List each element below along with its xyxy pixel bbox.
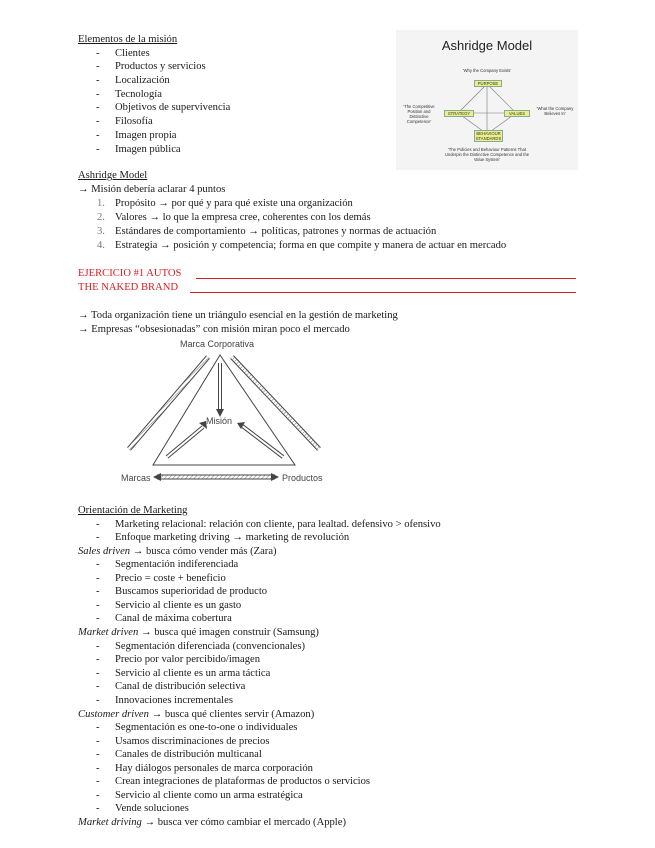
section-heading (78, 816, 346, 829)
exercise-title: EJERCICIO #1 AUTOS (78, 268, 182, 279)
point-text: Propósito → por qué y para qué existe una organización (115, 198, 353, 209)
point-number: 4. (97, 240, 105, 251)
section-item: Usamos discriminaciones de precios (115, 736, 270, 747)
purpose-box: PURPOSE (474, 80, 502, 87)
point-number: 3. (97, 226, 105, 237)
orientation-heading: Orientación de Marketing (78, 505, 188, 516)
section-item: Precio = coste + beneficio (115, 573, 226, 584)
section-item: Servicio al cliente es un arma táctica (115, 668, 271, 679)
figure-title: Ashridge Model (441, 38, 533, 53)
red-rule (190, 292, 576, 293)
ashridge-intro: → Misión debería aclarar 4 puntos (78, 184, 226, 195)
left-caption: 'The Competitive Position and Distinctive Competence' (403, 104, 435, 124)
section-item: Servicio al cliente es un gasto (115, 600, 242, 611)
bottom-caption: 'The Policies and Behaviour Patterns That Underpin the Distinctive Competence and the Value System' (444, 147, 530, 162)
ashridge-heading: Ashridge Model (78, 170, 148, 181)
section-heading (78, 626, 319, 639)
point-text: Estrategia → posición y competencia; forma en que compite y manera de actuar en mercado (115, 240, 507, 251)
section-rest: → busca qué imagen construir (Samsung) (138, 627, 319, 638)
triangle-top-label: Marca Corporativa (180, 339, 255, 349)
orientation-item: Enfoque marketing driving → marketing de revolución (115, 532, 350, 543)
section-title: Market driving (78, 817, 142, 828)
section-item: Vende soluciones (115, 803, 189, 814)
values-box: VALUES (504, 110, 530, 117)
section-item: Canal de distribución selectiva (115, 681, 246, 692)
point-number: 1. (97, 198, 105, 209)
section-item: Buscamos superioridad de producto (115, 586, 268, 597)
behaviour-box: BEHAVIOUR STANDARDS (475, 131, 502, 141)
ashridge-model-figure (396, 30, 578, 170)
mission-item: Objetivos de supervivencia (115, 102, 231, 113)
triangle-center-label: Misión (206, 416, 233, 426)
mission-item: Filosofía (115, 116, 153, 127)
exercise-subtitle: THE NAKED BRAND (78, 282, 179, 293)
point-number: 2. (97, 212, 105, 223)
section-title: Customer driven (78, 709, 149, 720)
triangle-right-label: Productos (282, 473, 323, 483)
strategy-box: STRATEGY (444, 110, 474, 117)
section-item: Servicio al cliente como un arma estratégica (115, 790, 303, 801)
mission-heading: Elementos de la misión (78, 34, 178, 45)
section-item: Crean integraciones de plataformas de productos o servicios (115, 776, 371, 787)
mission-item: Productos y servicios (115, 61, 206, 72)
note-line: → Toda organización tiene un triángulo esencial en la gestión de marketing (78, 310, 398, 321)
section-title: Sales driven (78, 546, 131, 557)
section-item: Hay diálogos personales de marca corporación (115, 763, 313, 774)
point-text: Estándares de comportamiento → políticas, patrones y normas de actuación (115, 226, 437, 237)
section-rest: → busca ver cómo cambiar el mercado (Apple) (141, 817, 346, 828)
top-caption: 'Why the Company Exists' (462, 68, 512, 73)
section-item: Canal de máxima cobertura (115, 613, 232, 624)
section-item: Canales de distribución multicanal (115, 749, 262, 760)
red-rule (196, 278, 576, 279)
mission-item: Tecnología (115, 89, 162, 100)
orientation-item: Marketing relacional: relación con cliente, para lealtad. defensivo > ofensivo (115, 519, 441, 530)
triangle-left-label: Marcas (121, 473, 151, 483)
section-item: Segmentación es one-to-one o individuales (115, 722, 298, 733)
section-title: Market driven (78, 627, 139, 638)
section-item: Segmentación indiferenciada (115, 559, 239, 570)
section-heading (78, 545, 277, 558)
mission-item: Clientes (115, 48, 150, 59)
section-item: Innovaciones incrementales (115, 695, 233, 706)
mission-item: Imagen propia (115, 130, 177, 141)
document-page: Elementos de la misión - Clientes - Productos y servicios - Localización - Tecnología - Objetivos de supervivencia - Filosofía - Imagen propia - Imagen pública Ashridge Model 'Why the Company Exists' PURPOSE STRATEGY VALUES BEHAVIOUR STANDARDS 'The Competitive Position and Distinctive Competence' 'What the Company Believes In' 'The Policies and Behaviour Patterns That Underpin the Distinctive Competence and the Value System' Ashridge Model → Misión debería aclarar 4 puntos 1. Propósito → por qué y para qué existe una organización 2. Valores → lo que la empresa cree, coherentes con los demás 3. Estándares de comportamiento → políticas, patrones y normas de actuación 4. Estrategia → posición y competencia; forma en que compite y manera de actuar en mercado EJERCICIO #1 AUTOS THE NAKED BRAND → Toda organización tiene un triángulo esencial en la gestión de marketing → Empresas “obsesionadas” con misión miran poco el mercado Marca Corporativa Misión Marcas Productos Orientación de Marketing - Marketing relacional: relación con cliente, para lealtad. defensivo > ofensivo - Enfoque marketing driving → marketing de revolución Sales driven → busca cómo vender más (Zara) - Segmentación indiferenciada - Precio = coste + beneficio - Buscamos superioridad de producto - Servicio al cliente es un gasto - Canal de máxima cobertura Market driven → busca qué imagen construir (Samsung) - Segmentación diferenciada (convencionales) - Precio por valor percibido/imagen - Servicio al cliente es un arma táctica - Canal de distribución selectiva - Innovaciones incrementales Customer driven → busca qué clientes servir (Amazon) - Segmentación es one-to-one o individuales - Usamos discriminaciones de precios - Canales de distribución multicanal - Hay diálogos personales de marca corporación - Crean integraciones de plataformas de productos o servicios - Servicio al cliente como un arma estratégica - Vende soluciones Market driving → busca ver cómo cambiar el mercado (Apple) (0, 0, 655, 848)
bullet-dash: - (96, 48, 100, 59)
section-heading (78, 708, 314, 721)
section-rest: → busca qué clientes servir (Amazon) (148, 709, 315, 720)
point-text: Valores → lo que la empresa cree, coherentes con los demás (115, 212, 371, 223)
note-line: → Empresas “obsesionadas” con misión miran poco el mercado (78, 324, 350, 335)
section-item: Segmentación diferenciada (convencionales) (115, 641, 306, 652)
mission-item: Localización (115, 75, 170, 86)
section-rest: → busca cómo vender más (Zara) (130, 546, 277, 557)
right-caption: 'What the Company Believes In' (536, 106, 574, 116)
marketing-triangle (115, 345, 335, 485)
section-item: Precio por valor percibido/imagen (115, 654, 261, 665)
mission-item: Imagen pública (115, 144, 181, 155)
